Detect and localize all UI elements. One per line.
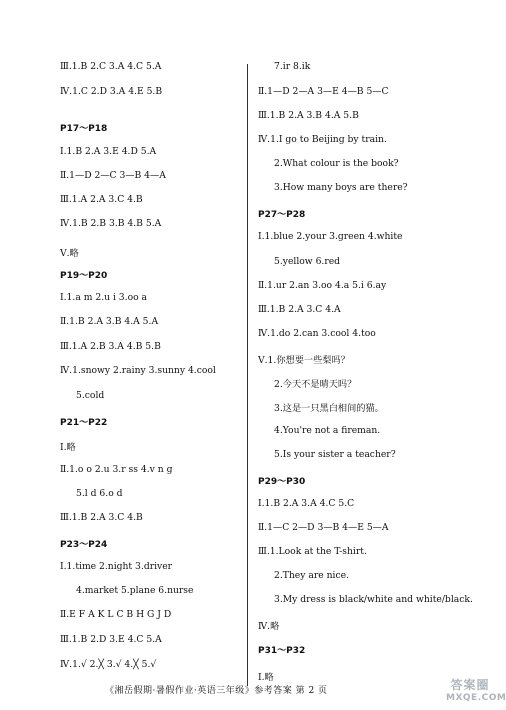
right-answer-line: 4.You're not a fireman. — [274, 425, 381, 436]
page-range-heading: P19～P20 — [60, 271, 108, 281]
right-answer-line: 5.yellow 6.red — [274, 256, 341, 267]
right-answer-line: Ⅳ.略 — [258, 621, 280, 632]
left-answer-line: 5.cold — [76, 390, 105, 401]
right-answer-line: 7.ir 8.ik — [274, 61, 311, 72]
left-answer-line: Ⅱ.1—D 2—C 3—B 4—A — [60, 170, 166, 181]
left-answer-line: Ⅳ.1.snowy 2.rainy 3.sunny 4.cool — [60, 365, 216, 376]
page-range-heading: P31～P32 — [258, 646, 306, 656]
right-answer-line: Ⅱ.1.ur 2.an 3.oo 4.a 5.i 6.ay — [258, 280, 387, 291]
left-answer-line: Ⅳ.1.B 2.B 3.B 4.B 5.A — [60, 218, 162, 229]
left-answer-line: Ⅱ.E F A K L C B H G J D — [60, 609, 172, 620]
left-answer-line: Ⅱ.1.o o 2.u 3.r ss 4.v n g — [60, 464, 173, 475]
right-answer-line: Ⅲ.1.B 2.A 3.C 4.A — [258, 304, 341, 315]
right-answer-line: 3.My dress is black/white and white/black. — [274, 594, 473, 605]
right-answer-line: Ⅲ.1.Look at the T-shirt. — [258, 546, 367, 557]
right-answer-line: Ⅰ.1.B 2.A 3.A 4.C 5.C — [258, 498, 355, 509]
left-answer-line: 5.l d 6.o d — [76, 488, 123, 499]
left-answer-line: 4.market 5.plane 6.nurse — [76, 585, 194, 596]
right-answer-line: 2.They are nice. — [274, 570, 349, 581]
left-answer-line: Ⅰ.略 — [60, 442, 76, 453]
watermark-logo — [446, 676, 506, 708]
right-answer-line: 2.What colour is the book? — [274, 158, 399, 169]
left-answer-line: Ⅳ.1.C 2.D 3.A 4.E 5.B — [60, 86, 163, 97]
right-answer-line: Ⅳ.1.I go to Beijing by train. — [258, 134, 387, 145]
page-range-heading: P27～P28 — [258, 210, 306, 220]
page-range-heading: P17～P18 — [60, 124, 108, 134]
right-answer-line: 2.今天不是晴天吗？ — [274, 379, 357, 390]
right-answer-line: Ⅱ.1—D 2—A 3—E 4—B 5—C — [258, 86, 389, 97]
left-answer-line: Ⅳ.1.√ 2.╳ 3.√ 4.╳ 5.√ — [60, 659, 157, 670]
left-answer-line: Ⅰ.1.time 2.night 3.driver — [60, 561, 173, 572]
left-answer-line: Ⅲ.1.B 2.A 3.C 4.B — [60, 512, 143, 523]
left-answer-line: Ⅴ.略 — [60, 248, 79, 259]
left-answer-line: Ⅲ.1.B 2.D 3.E 4.C 5.A — [60, 634, 162, 645]
page-range-heading: P21～P22 — [60, 418, 108, 428]
right-answer-line: Ⅰ.1.blue 2.your 3.green 4.white — [258, 231, 403, 242]
page-footer: 《湘岳假期·暑假作业·英语三年级》参考答案 第 2 页 — [105, 686, 328, 696]
column-divider — [247, 64, 248, 686]
watermark-logo-text: 答案圈 — [450, 678, 490, 692]
right-answer-line: Ⅰ.略 — [258, 672, 274, 683]
watermark-url: MXQE.COM — [446, 693, 506, 703]
right-answer-line: Ⅲ.1.B 2.A 3.B 4.A 5.B — [258, 110, 359, 121]
right-answer-line: Ⅴ.1.你想要一些梨吗？ — [258, 355, 350, 366]
right-answer-line: Ⅱ.1—C 2—D 3—B 4—E 5—A — [258, 522, 389, 533]
left-answer-line: Ⅲ.1.A 2.B 3.A 4.B 5.B — [60, 341, 161, 352]
left-answer-line: Ⅱ.1.B 2.A 3.B 4.A 5.A — [60, 316, 159, 327]
left-answer-line: Ⅰ.1.a m 2.u i 3.oo a — [60, 292, 148, 303]
right-answer-line: 3.这是一只黑白相间的猫。 — [274, 403, 384, 414]
page-range-heading: P29～P30 — [258, 477, 306, 487]
left-answer-line: Ⅰ.1.B 2.A 3.E 4.D 5.A — [60, 146, 157, 157]
left-answer-line: Ⅲ.1.B 2.C 3.A 4.C 5.A — [60, 61, 162, 72]
right-answer-line: Ⅳ.1.do 2.can 3.cool 4.too — [258, 328, 376, 339]
right-answer-line: 3.How many boys are there? — [274, 182, 408, 193]
page-range-heading: P23～P24 — [60, 540, 108, 550]
left-answer-line: Ⅲ.1.A 2.A 3.C 4.B — [60, 194, 143, 205]
right-answer-line: 5.Is your sister a teacher? — [274, 449, 396, 460]
